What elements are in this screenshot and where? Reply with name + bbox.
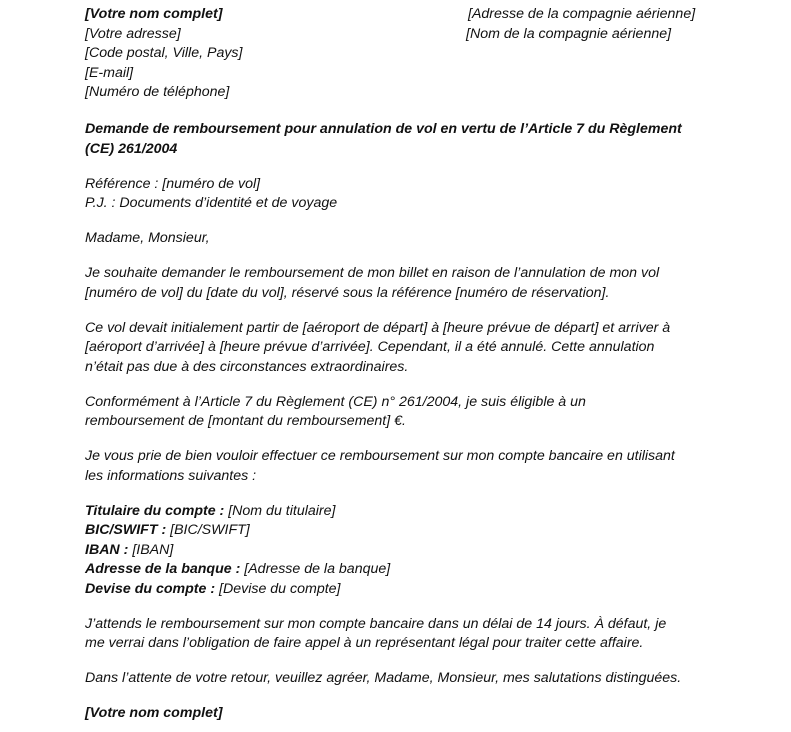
- paragraph-line: [aéroport d’arrivée] à [heure prévue d’arrivée]. Cependant, il a été annulé. Cette annulation: [85, 339, 655, 355]
- bank-currency-value: [Devise du compte]: [219, 580, 341, 597]
- sender-phone: [Numéro de téléphone]: [85, 84, 230, 100]
- bank-iban-row: [85, 541, 710, 561]
- bank-bic-label: BIC/SWIFT :: [85, 522, 167, 538]
- recipient-address: [Adresse de la compagnie aérienne]: [468, 6, 696, 22]
- paragraph-flight-details: [85, 319, 710, 378]
- paragraph-line: Je souhaite demander le remboursement de mon billet en raison de l’annulation de mon vol: [85, 265, 660, 281]
- subject-line: Demande de remboursement pour annulation de vol en vertu de l’Article 7 du Règlement: [85, 121, 682, 137]
- attachments-line: P.J. : Documents d’identité et de voyage: [85, 195, 338, 211]
- paragraph-line: me verrai dans l’obligation de faire appel à un représentant légal pour traiter cette affaire.: [85, 635, 644, 651]
- recipient-block: [466, 5, 695, 44]
- paragraph-line: [numéro de vol] du [date du vol], réservé sous la référence [numéro de réservation].: [85, 284, 610, 301]
- paragraph-line: J’attends le remboursement sur mon compte bancaire dans un délai de 14 jours. À défaut, je: [85, 615, 667, 632]
- salutation-text: Madame, Monsieur,: [85, 230, 210, 246]
- bank-bic-row: [85, 521, 710, 541]
- sender-email: [E-mail]: [85, 64, 134, 81]
- salutation: [85, 229, 710, 249]
- paragraph-line: Conformément à l’Article 7 du Règlement (CE) n° 261/2004, je suis éligible à un: [85, 393, 586, 410]
- bank-iban-label: IBAN :: [85, 541, 129, 558]
- paragraph-line: remboursement de [montant du remboursement] €.: [85, 413, 406, 429]
- bank-holder-value: [Nom du titulaire]: [228, 502, 336, 519]
- bank-address-value: [Adresse de la banque]: [244, 561, 391, 577]
- bank-bic-value: [BIC/SWIFT]: [170, 522, 250, 538]
- paragraph-deadline: [85, 615, 710, 654]
- paragraph-line: n’était pas due à des circonstances extraordinaires.: [85, 358, 409, 375]
- reference-line: Référence : [numéro de vol]: [85, 175, 261, 192]
- bank-address-row: [85, 560, 710, 580]
- paragraph-line: les informations suivantes :: [85, 467, 257, 484]
- references: [85, 175, 710, 214]
- bank-iban-value: [IBAN]: [132, 541, 174, 558]
- sender-address: [Votre adresse]: [85, 25, 181, 42]
- sender-postal: [Code postal, Ville, Pays]: [85, 45, 243, 61]
- closing-text: Dans l’attente de votre retour, veuillez agréer, Madame, Monsieur, mes salutations distinguées.: [85, 670, 682, 686]
- sender-block: [85, 5, 242, 103]
- bank-currency-row: [85, 580, 710, 600]
- bank-currency-label: Devise du compte :: [85, 580, 216, 597]
- paragraph-bank-request: [85, 447, 710, 486]
- recipient-name: [Nom de la compagnie aérienne]: [466, 25, 672, 42]
- letter-page: [85, 5, 710, 724]
- paragraph-eligibility: [85, 393, 710, 432]
- paragraph-line: Ce vol devait initialement partir de [aéroport de départ] à [heure prévue de départ] et arriver à: [85, 319, 671, 336]
- paragraph-line: Je vous prie de bien vouloir effectuer ce remboursement sur mon compte bancaire en utilisant: [85, 448, 675, 464]
- signature: [85, 704, 710, 724]
- bank-details: [85, 502, 710, 600]
- bank-holder-row: [85, 502, 710, 522]
- paragraph-request: [85, 264, 710, 303]
- bank-address-label: Adresse de la banque :: [85, 561, 241, 577]
- subject: [85, 120, 710, 159]
- closing: [85, 669, 710, 689]
- sender-name: [Votre nom complet]: [85, 6, 223, 22]
- subject-line: (CE) 261/2004: [85, 140, 178, 157]
- bank-holder-label: Titulaire du compte :: [85, 502, 225, 519]
- letter-header: [85, 5, 710, 103]
- signature-name: [Votre nom complet]: [85, 705, 223, 721]
